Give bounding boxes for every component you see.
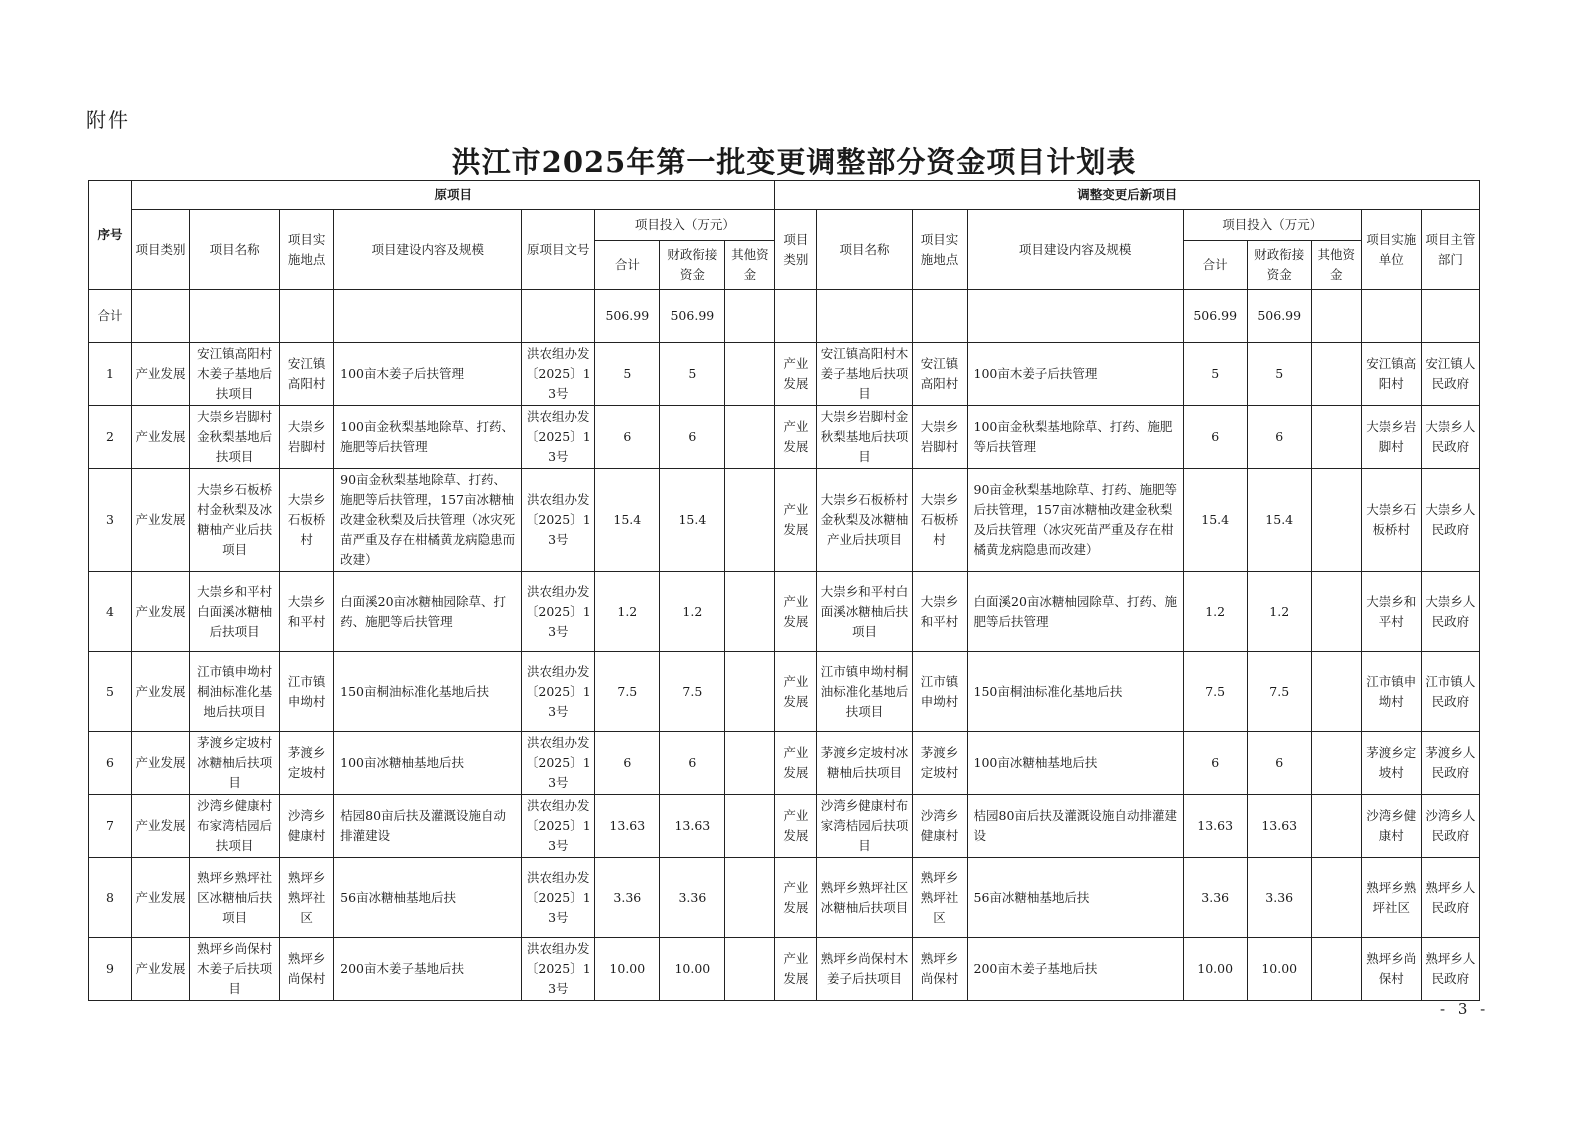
- row-doc: 洪农组办发〔2025〕13号: [522, 938, 595, 1001]
- row-dept: 熟坪乡人民政府: [1421, 858, 1479, 938]
- row-new-content: 56亩冰糖柚基地后扶: [967, 858, 1183, 938]
- row-fiscal: 1.2: [660, 572, 725, 652]
- row-new-location: 熟坪乡熟坪社区: [912, 858, 967, 938]
- header-new-fiscal: 财政衔接资金: [1247, 241, 1311, 290]
- row-new-other: [1311, 795, 1361, 858]
- row-new-name: 茅渡乡定坡村冰糖柚后扶项目: [817, 732, 912, 795]
- row-content: 桔园80亩后扶及灌溉设施自动排灌建设: [334, 795, 522, 858]
- row-other: [725, 406, 775, 469]
- summary-label: 合计: [89, 290, 132, 343]
- row-type: 产业发展: [132, 938, 190, 1001]
- row-seq: 7: [89, 795, 132, 858]
- row-dept: 沙湾乡人民政府: [1421, 795, 1479, 858]
- row-new-fiscal: 7.5: [1247, 652, 1311, 732]
- row-new-other: [1311, 938, 1361, 1001]
- header-orig-location: 项目实施地点: [280, 210, 334, 290]
- row-location: 茅渡乡定坡村: [280, 732, 334, 795]
- row-fiscal: 6: [660, 732, 725, 795]
- row-new-location: 茅渡乡定坡村: [912, 732, 967, 795]
- row-new-total: 7.5: [1183, 652, 1247, 732]
- row-new-content: 150亩桐油标准化基地后扶: [967, 652, 1183, 732]
- row-new-total: 3.36: [1183, 858, 1247, 938]
- header-unit: 项目实施单位: [1361, 210, 1421, 290]
- row-total: 13.63: [595, 795, 660, 858]
- row-type: 产业发展: [132, 652, 190, 732]
- row-new-content: 桔园80亩后扶及灌溉设施自动排灌建设: [967, 795, 1183, 858]
- row-doc: 洪农组办发〔2025〕13号: [522, 732, 595, 795]
- row-name: 熟坪乡熟坪社区冰糖柚后扶项目: [190, 858, 280, 938]
- row-content: 150亩桐油标准化基地后扶: [334, 652, 522, 732]
- row-dept: 茅渡乡人民政府: [1421, 732, 1479, 795]
- row-name: 大崇乡和平村白面溪冰糖柚后扶项目: [190, 572, 280, 652]
- row-new-name: 熟坪乡熟坪社区冰糖柚后扶项目: [817, 858, 912, 938]
- summary-new-total: 506.99: [1183, 290, 1247, 343]
- row-new-fiscal: 10.00: [1247, 938, 1311, 1001]
- row-doc: 洪农组办发〔2025〕13号: [522, 858, 595, 938]
- row-other: [725, 858, 775, 938]
- table-row: [89, 572, 1480, 652]
- row-unit: 江市镇申坳村: [1361, 652, 1421, 732]
- row-content: 100亩木姜子后扶管理: [334, 343, 522, 406]
- row-new-location: 大崇乡和平村: [912, 572, 967, 652]
- header-fiscal: 财政衔接资金: [660, 241, 725, 290]
- row-new-name: 大崇乡石板桥村金秋梨及冰糖柚产业后扶项目: [817, 469, 912, 572]
- row-new-total: 15.4: [1183, 469, 1247, 572]
- row-new-type: 产业发展: [775, 652, 817, 732]
- row-doc: 洪农组办发〔2025〕13号: [522, 652, 595, 732]
- row-new-fiscal: 13.63: [1247, 795, 1311, 858]
- row-dept: 安江镇人民政府: [1421, 343, 1479, 406]
- header-type: 项目类别: [132, 210, 190, 290]
- row-seq: 8: [89, 858, 132, 938]
- header-new-type: 项目类别: [775, 210, 817, 290]
- row-new-fiscal: 3.36: [1247, 858, 1311, 938]
- row-other: [725, 938, 775, 1001]
- row-name: 沙湾乡健康村布家湾桔园后扶项目: [190, 795, 280, 858]
- row-seq: 1: [89, 343, 132, 406]
- summary-orig-total: 506.99: [595, 290, 660, 343]
- row-other: [725, 469, 775, 572]
- row-fiscal: 15.4: [660, 469, 725, 572]
- row-seq: 6: [89, 732, 132, 795]
- header-other: 其他资金: [725, 241, 775, 290]
- row-unit: 茅渡乡定坡村: [1361, 732, 1421, 795]
- row-new-type: 产业发展: [775, 732, 817, 795]
- attachment-label: 附件: [86, 108, 130, 132]
- table-row: [89, 469, 1480, 572]
- row-dept: 江市镇人民政府: [1421, 652, 1479, 732]
- row-new-content: 100亩金秋梨基地除草、打药、施肥等后扶管理: [967, 406, 1183, 469]
- summary-new-fiscal: 506.99: [1247, 290, 1311, 343]
- header-doc: 原项目文号: [522, 210, 595, 290]
- row-new-fiscal: 6: [1247, 406, 1311, 469]
- header-name: 项目名称: [190, 210, 280, 290]
- row-name: 熟坪乡尚保村木姜子后扶项目: [190, 938, 280, 1001]
- row-new-content: 90亩金秋梨基地除草、打药、施肥等后扶管理，157亩冰糖柚改建金秋梨及后扶管理（冰灾死苗严重及存在柑橘黄龙病隐患而改建）: [967, 469, 1183, 572]
- row-content: 90亩金秋梨基地除草、打药、施肥等后扶管理，157亩冰糖柚改建金秋梨及后扶管理（冰灾死苗严重及存在柑橘黄龙病隐患而改建）: [334, 469, 522, 572]
- header-original-group: 原项目: [132, 181, 775, 210]
- row-total: 5: [595, 343, 660, 406]
- row-name: 安江镇高阳村木姜子基地后扶项目: [190, 343, 280, 406]
- row-new-content: 100亩木姜子后扶管理: [967, 343, 1183, 406]
- page-number: - 3 -: [1440, 1000, 1490, 1018]
- row-seq: 3: [89, 469, 132, 572]
- row-fiscal: 13.63: [660, 795, 725, 858]
- project-plan-table: [88, 180, 1480, 1001]
- row-dept: 熟坪乡人民政府: [1421, 938, 1479, 1001]
- row-seq: 2: [89, 406, 132, 469]
- row-other: [725, 795, 775, 858]
- row-type: 产业发展: [132, 572, 190, 652]
- row-location: 大崇乡石板桥村: [280, 469, 334, 572]
- row-unit: 熟坪乡熟坪社区: [1361, 858, 1421, 938]
- row-fiscal: 3.36: [660, 858, 725, 938]
- row-unit: 沙湾乡健康村: [1361, 795, 1421, 858]
- row-dept: 大崇乡人民政府: [1421, 469, 1479, 572]
- row-new-fiscal: 5: [1247, 343, 1311, 406]
- table-row: [89, 343, 1480, 406]
- row-doc: 洪农组办发〔2025〕13号: [522, 469, 595, 572]
- header-content: 项目建设内容及规模: [334, 210, 522, 290]
- row-new-type: 产业发展: [775, 343, 817, 406]
- row-new-other: [1311, 343, 1361, 406]
- row-new-content: 100亩冰糖柚基地后扶: [967, 732, 1183, 795]
- row-new-total: 5: [1183, 343, 1247, 406]
- row-other: [725, 343, 775, 406]
- row-new-other: [1311, 572, 1361, 652]
- row-new-other: [1311, 858, 1361, 938]
- row-doc: 洪农组办发〔2025〕13号: [522, 406, 595, 469]
- row-new-location: 沙湾乡健康村: [912, 795, 967, 858]
- row-fiscal: 6: [660, 406, 725, 469]
- row-new-name: 沙湾乡健康村布家湾桔园后扶项目: [817, 795, 912, 858]
- row-new-fiscal: 6: [1247, 732, 1311, 795]
- row-new-fiscal: 1.2: [1247, 572, 1311, 652]
- row-new-name: 安江镇高阳村木姜子基地后扶项目: [817, 343, 912, 406]
- header-new-investment: 项目投入（万元）: [1183, 210, 1361, 241]
- row-new-other: [1311, 469, 1361, 572]
- row-new-location: 安江镇高阳村: [912, 343, 967, 406]
- row-new-type: 产业发展: [775, 572, 817, 652]
- row-seq: 5: [89, 652, 132, 732]
- row-unit: 安江镇高阳村: [1361, 343, 1421, 406]
- row-new-total: 10.00: [1183, 938, 1247, 1001]
- row-new-type: 产业发展: [775, 406, 817, 469]
- row-content: 56亩冰糖柚基地后扶: [334, 858, 522, 938]
- row-location: 熟坪乡熟坪社区: [280, 858, 334, 938]
- row-unit: 大崇乡石板桥村: [1361, 469, 1421, 572]
- row-new-other: [1311, 406, 1361, 469]
- row-unit: 大崇乡岩脚村: [1361, 406, 1421, 469]
- row-new-name: 江市镇申坳村桐油标准化基地后扶项目: [817, 652, 912, 732]
- header-new-other: 其他资金: [1311, 241, 1361, 290]
- page-title: 洪江市2025年第一批变更调整部分资金项目计划表: [451, 145, 1137, 179]
- row-content: 100亩冰糖柚基地后扶: [334, 732, 522, 795]
- row-name: 大崇乡岩脚村金秋梨基地后扶项目: [190, 406, 280, 469]
- row-new-total: 13.63: [1183, 795, 1247, 858]
- header-new-name: 项目名称: [817, 210, 912, 290]
- row-new-content: 200亩木姜子基地后扶: [967, 938, 1183, 1001]
- summary-orig-fiscal: 506.99: [660, 290, 725, 343]
- row-new-other: [1311, 652, 1361, 732]
- row-location: 大崇乡和平村: [280, 572, 334, 652]
- row-location: 安江镇高阳村: [280, 343, 334, 406]
- row-type: 产业发展: [132, 469, 190, 572]
- row-doc: 洪农组办发〔2025〕13号: [522, 795, 595, 858]
- row-content: 200亩木姜子基地后扶: [334, 938, 522, 1001]
- row-new-type: 产业发展: [775, 795, 817, 858]
- row-total: 15.4: [595, 469, 660, 572]
- summary-row: [89, 290, 1480, 343]
- row-unit: 熟坪乡尚保村: [1361, 938, 1421, 1001]
- row-new-location: 江市镇申坳村: [912, 652, 967, 732]
- row-total: 6: [595, 732, 660, 795]
- row-name: 茅渡乡定坡村冰糖柚后扶项目: [190, 732, 280, 795]
- row-other: [725, 572, 775, 652]
- header-new-total: 合计: [1183, 241, 1247, 290]
- row-dept: 大崇乡人民政府: [1421, 572, 1479, 652]
- row-fiscal: 10.00: [660, 938, 725, 1001]
- row-new-location: 熟坪乡尚保村: [912, 938, 967, 1001]
- row-new-type: 产业发展: [775, 858, 817, 938]
- row-new-total: 6: [1183, 406, 1247, 469]
- row-doc: 洪农组办发〔2025〕13号: [522, 343, 595, 406]
- row-location: 沙湾乡健康村: [280, 795, 334, 858]
- row-type: 产业发展: [132, 406, 190, 469]
- row-new-name: 熟坪乡尚保村木姜子后扶项目: [817, 938, 912, 1001]
- header-new-location: 项目实施地点: [912, 210, 967, 290]
- row-new-name: 大崇乡岩脚村金秋梨基地后扶项目: [817, 406, 912, 469]
- row-fiscal: 7.5: [660, 652, 725, 732]
- header-seq: 序号: [89, 181, 132, 290]
- row-new-fiscal: 15.4: [1247, 469, 1311, 572]
- row-type: 产业发展: [132, 858, 190, 938]
- row-seq: 9: [89, 938, 132, 1001]
- row-name: 江市镇申坳村桐油标准化基地后扶项目: [190, 652, 280, 732]
- row-new-location: 大崇乡石板桥村: [912, 469, 967, 572]
- row-dept: 大崇乡人民政府: [1421, 406, 1479, 469]
- row-total: 3.36: [595, 858, 660, 938]
- row-total: 10.00: [595, 938, 660, 1001]
- row-other: [725, 652, 775, 732]
- row-total: 6: [595, 406, 660, 469]
- table-row: [89, 858, 1480, 938]
- row-type: 产业发展: [132, 732, 190, 795]
- row-type: 产业发展: [132, 343, 190, 406]
- row-total: 7.5: [595, 652, 660, 732]
- row-type: 产业发展: [132, 795, 190, 858]
- table-row: [89, 795, 1480, 858]
- row-total: 1.2: [595, 572, 660, 652]
- row-unit: 大崇乡和平村: [1361, 572, 1421, 652]
- row-new-total: 1.2: [1183, 572, 1247, 652]
- row-location: 大崇乡岩脚村: [280, 406, 334, 469]
- row-content: 100亩金秋梨基地除草、打药、施肥等后扶管理: [334, 406, 522, 469]
- row-seq: 4: [89, 572, 132, 652]
- row-name: 大崇乡石板桥村金秋梨及冰糖柚产业后扶项目: [190, 469, 280, 572]
- row-location: 江市镇申坳村: [280, 652, 334, 732]
- table-row: [89, 652, 1480, 732]
- header-dept: 项目主管部门: [1421, 210, 1479, 290]
- row-new-content: 白面溪20亩冰糖柚园除草、打药、施肥等后扶管理: [967, 572, 1183, 652]
- header-new-content: 项目建设内容及规模: [967, 210, 1183, 290]
- table-row: [89, 732, 1480, 795]
- header-new-group: 调整变更后新项目: [775, 181, 1480, 210]
- row-new-type: 产业发展: [775, 469, 817, 572]
- row-other: [725, 732, 775, 795]
- row-location: 熟坪乡尚保村: [280, 938, 334, 1001]
- row-new-other: [1311, 732, 1361, 795]
- header-total: 合计: [595, 241, 660, 290]
- row-new-name: 大崇乡和平村白面溪冰糖柚后扶项目: [817, 572, 912, 652]
- row-content: 白面溪20亩冰糖柚园除草、打药、施肥等后扶管理: [334, 572, 522, 652]
- row-new-total: 6: [1183, 732, 1247, 795]
- row-fiscal: 5: [660, 343, 725, 406]
- row-new-location: 大崇乡岩脚村: [912, 406, 967, 469]
- table-row: [89, 938, 1480, 1001]
- row-doc: 洪农组办发〔2025〕13号: [522, 572, 595, 652]
- table-row: [89, 406, 1480, 469]
- row-new-type: 产业发展: [775, 938, 817, 1001]
- header-investment: 项目投入（万元）: [595, 210, 775, 241]
